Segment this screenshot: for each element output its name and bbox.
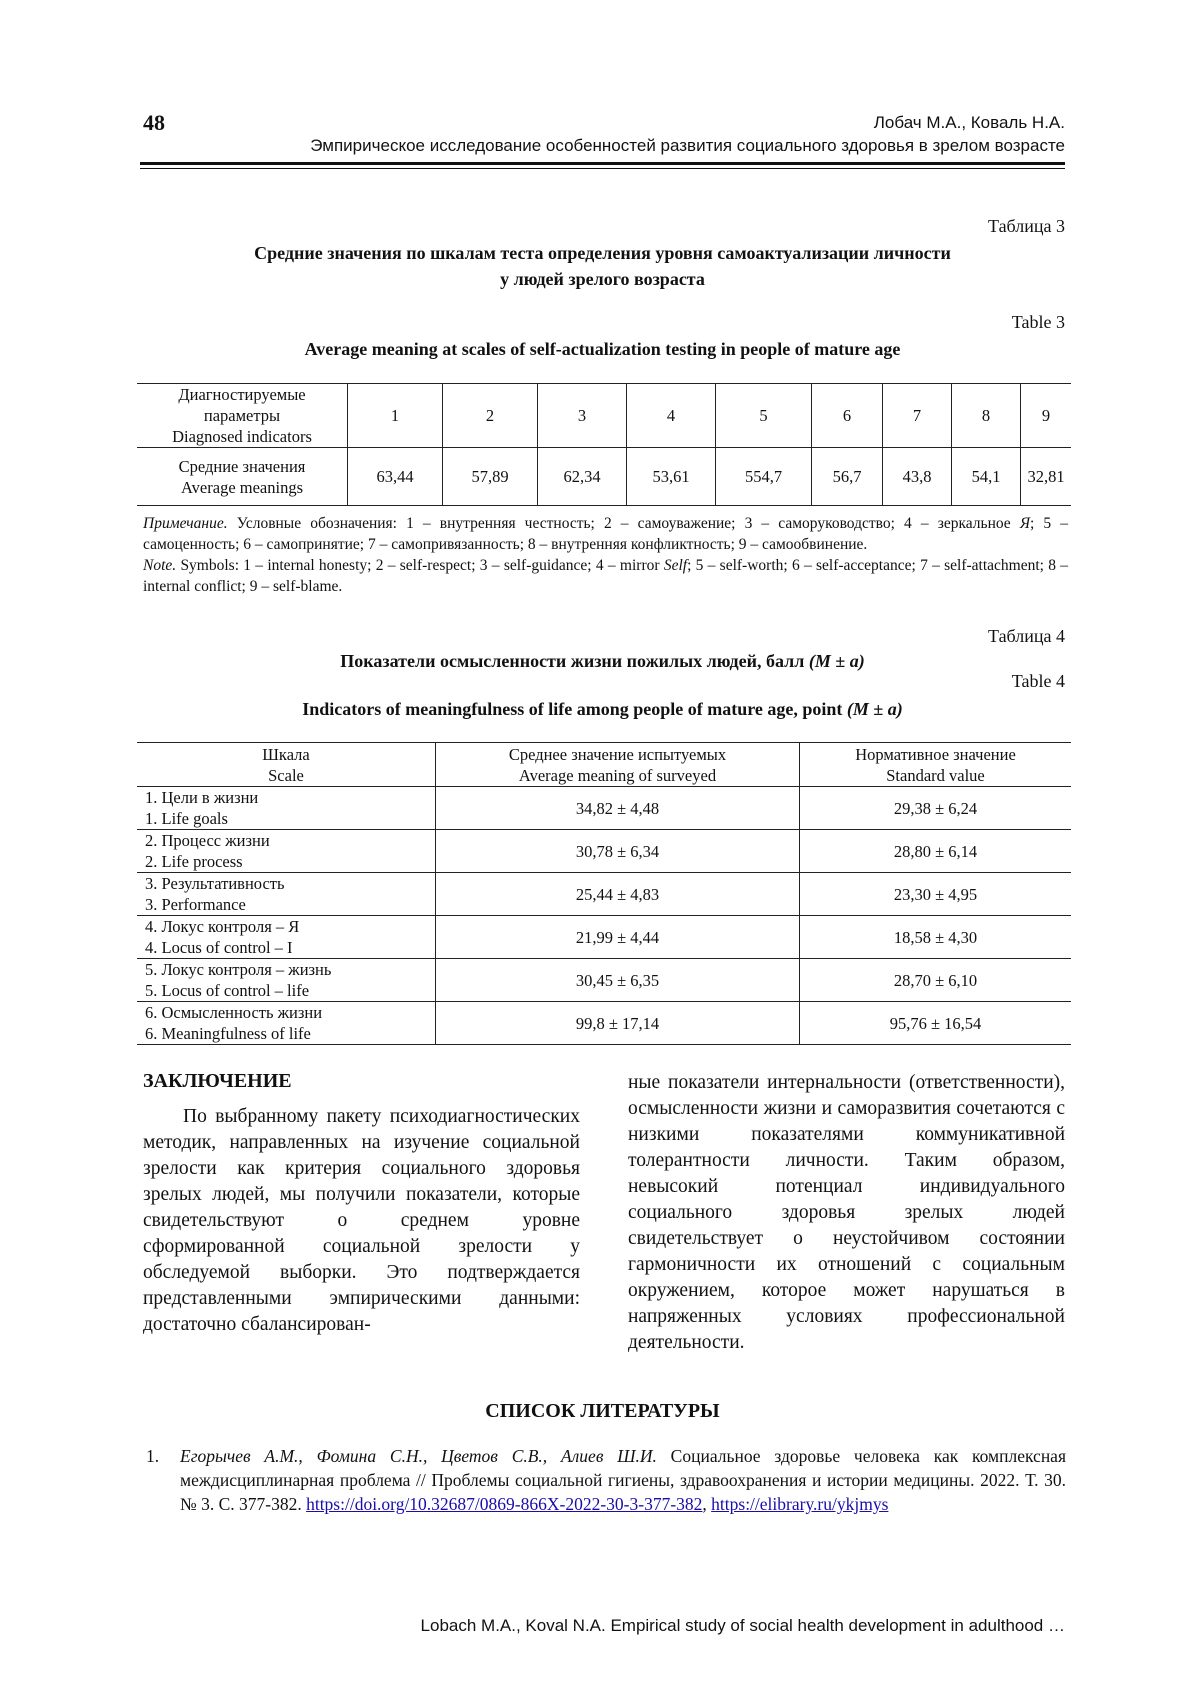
- table3: [137, 383, 1071, 506]
- table3-row-header: [137, 384, 1071, 448]
- table4-mean-cell: 99,8 ± 17,14: [436, 1002, 800, 1045]
- scale-ru: 5. Локус контроля – жизнь: [145, 960, 332, 979]
- note-en-label: Note.: [143, 557, 177, 574]
- conclusion-right-text: ные показатели интернальности (ответственности), осмысленности жизни и саморазвития сочетаются с низкими показателями коммуникативной толерантности личности. Таким образом, невысокий потенциал индивидуального социального здоровья зрелых людей свидетельствует о неустойчивом состоянии гармоничности их отношений с социальным окружением, которое может нарушаться в напряженных условиях профессиональной деятельности.: [628, 1072, 1065, 1353]
- table4: [137, 742, 1071, 1045]
- scale-en: 3. Performance: [145, 895, 246, 914]
- table4-header-scale-en: Scale: [268, 765, 304, 785]
- table4-norm-cell: 18,58 ± 4,30: [800, 916, 1072, 959]
- note-ru-text2: ; 5 – самоценность; 6 – самопринятие; 7 – самопривязанность; 8 – внутренняя конфликтность; 9 – самообвинение.: [143, 515, 1069, 553]
- table3-note: [143, 513, 1068, 597]
- table3-note-en: [143, 555, 1068, 597]
- table4-norm-cell: 28,80 ± 6,14: [800, 830, 1072, 873]
- scale-ru: 6. Осмысленность жизни: [145, 1003, 323, 1022]
- scale-ru: 4. Локус контроля – Я: [145, 917, 300, 936]
- table3-col-9: 9: [1021, 384, 1072, 448]
- table3-value-5: 554,7: [716, 448, 812, 506]
- table3-col-7: 7: [883, 384, 952, 448]
- table-row: [137, 1002, 1071, 1045]
- reference-doi-link[interactable]: https://doi.org/10.32687/0869-866X-2022-30-3-377-382: [306, 1494, 703, 1514]
- note-en-self: Self: [663, 557, 688, 574]
- table3-value-3: 62,34: [538, 448, 627, 506]
- conclusion-right-column: [628, 1070, 1065, 1356]
- header-rule-thin: [140, 168, 1065, 169]
- scale-en: 4. Locus of control – I: [145, 938, 293, 957]
- table3-caption-ru: [140, 240, 1065, 292]
- reference-number: 1.: [146, 1446, 160, 1466]
- table4-caption-en-formula: (M ± a): [846, 699, 903, 719]
- table4-scale-cell: [137, 916, 436, 959]
- header-rule-thick: [140, 162, 1065, 165]
- table4-header-scale: [137, 743, 436, 787]
- table3-row-values: [137, 448, 1071, 506]
- scale-ru: 3. Результативность: [145, 874, 285, 893]
- table3-label-ru: Таблица 3: [988, 216, 1065, 236]
- table4-label-en: Table 4: [1011, 671, 1065, 691]
- table4-header-mean: [436, 743, 800, 787]
- scale-en: 2. Life process: [145, 852, 243, 871]
- reference-text: Социальное здоровье человека как комплексная междисциплинарная проблема // Проблемы социальной гигиены, здравоохранения и истории медицины. 2022. Т. 30. № 3. С. 377-382.: [180, 1446, 1066, 1514]
- table3-value-4: 53,61: [627, 448, 716, 506]
- note-en-text: Symbols: 1 – internal honesty; 2 – self-respect; 3 – self-guidance; 4 – mirror: [180, 557, 660, 574]
- note-ru-text: Условные обозначения: 1 – внутренняя честность; 2 – самоуважение; 3 – саморуководство; 4 – зеркальное: [236, 515, 1011, 532]
- table3-col-8: 8: [952, 384, 1021, 448]
- table-row: [137, 873, 1071, 916]
- table4-scale-cell: [137, 830, 436, 873]
- table4-norm-cell: 29,38 ± 6,24: [800, 787, 1072, 830]
- note-ru-label: Примечание.: [143, 515, 228, 532]
- table3-label-en: Table 3: [1011, 312, 1065, 332]
- table4-header-mean-en: Average meaning of surveyed: [518, 765, 717, 785]
- reference-elibrary-link[interactable]: https://elibrary.ru/ykjmys: [711, 1494, 889, 1514]
- scale-en: 5. Locus of control – life: [145, 981, 310, 1000]
- scale-en: 6. Meaningfulness of life: [145, 1024, 311, 1043]
- reference-body: [180, 1444, 1066, 1516]
- table3-row-head-cell: [137, 384, 348, 448]
- conclusion-left-column: [143, 1068, 580, 1338]
- scale-en: 1. Life goals: [145, 809, 228, 828]
- running-head-title: Эмпирическое исследование особенностей развития социального здоровья в зрелом возрасте: [310, 136, 1065, 155]
- table4-norm-cell: 28,70 ± 6,10: [800, 959, 1072, 1002]
- table-row: [137, 830, 1071, 873]
- table4-mean-cell: 34,82 ± 4,48: [436, 787, 800, 830]
- reference-sep: ,: [702, 1494, 712, 1514]
- table3-value-8: 54,1: [952, 448, 1021, 506]
- table4-mean-cell: 30,78 ± 6,34: [436, 830, 800, 873]
- table4-scale-cell: [137, 873, 436, 916]
- table4-header-norm-ru: Нормативное значение: [855, 744, 1016, 764]
- note-ru-self: Я: [1019, 515, 1030, 532]
- table3-value-1: 63,44: [348, 448, 443, 506]
- table3-note-ru: [143, 513, 1068, 555]
- table-row: [137, 916, 1071, 959]
- table3-col-4: 4: [627, 384, 716, 448]
- table4-header-scale-ru: Шкала: [262, 744, 310, 764]
- note-en-text2: ; 5 – self-worth; 6 – self-acceptance; 7 – self-attachment; 8 – internal conflict; 9 – self-blame.: [143, 557, 1069, 595]
- table4-label-ru: Таблица 4: [988, 626, 1065, 646]
- table3-col-3: 3: [538, 384, 627, 448]
- table4-mean-cell: 25,44 ± 4,83: [436, 873, 800, 916]
- scale-ru: 1. Цели в жизни: [145, 788, 259, 807]
- table3-col-6: 6: [812, 384, 883, 448]
- reference-authors: Егорычев А.М., Фомина С.Н., Цветов С.В., Алиев Ш.И.: [180, 1446, 657, 1466]
- table4-scale-cell: [137, 1002, 436, 1045]
- table3-row-head-line2: параметры: [203, 406, 281, 425]
- table4-caption-ru-formula: (M ± a): [808, 651, 865, 671]
- table3-col-5: 5: [716, 384, 812, 448]
- table3-values-head-line2: Average meanings: [180, 477, 304, 497]
- table3-values-head-line1: Средние значения: [178, 456, 306, 476]
- running-head-authors: Лобач М.А., Коваль Н.А.: [873, 113, 1065, 132]
- scale-ru: 2. Процесс жизни: [145, 831, 270, 850]
- page-number: 48: [143, 110, 165, 135]
- table4-scale-cell: [137, 959, 436, 1002]
- table3-row-head-line3: Diagnosed indicators: [172, 427, 312, 446]
- table3-row-head-line1: Диагностируемые: [178, 385, 306, 404]
- table4-caption-en-text: Indicators of meaningfulness of life among people of mature age, point: [302, 699, 843, 719]
- table4-header-norm-en: Standard value: [886, 765, 985, 785]
- table4-header-mean-ru: Среднее значение испытуемых: [508, 744, 727, 764]
- table-row: [137, 959, 1071, 1002]
- table4-norm-cell: 95,76 ± 16,54: [800, 1002, 1072, 1045]
- table3-values-head-cell: [137, 448, 348, 506]
- table4-caption-ru-text: Показатели осмысленности жизни пожилых людей, балл: [340, 651, 805, 671]
- table3-value-9: 32,81: [1021, 448, 1072, 506]
- table4-scale-cell: [137, 787, 436, 830]
- conclusion-left-text: По выбранному пакету психодиагностических методик, направленных на изучение социальной зрелости как критерия социального здоровья зрелых людей, мы получили показатели, которые свидетельствуют о среднем уровне сформированной социальной зрелости у обследуемой выборки. Это подтверждается представленными эмпирическими данными: достаточно сбалансирован-: [143, 1106, 580, 1335]
- table4-caption-en: [140, 696, 1065, 722]
- references-heading: СПИСОК ЛИТЕРАТУРЫ: [485, 1400, 720, 1422]
- table3-value-7: 43,8: [883, 448, 952, 506]
- table3-caption-ru-line1: Средние значения по шкалам теста определения уровня самоактуализации личности: [254, 243, 951, 263]
- table-row: [137, 787, 1071, 830]
- running-footer: Lobach M.A., Koval N.A. Empirical study of social health development in adulthood …: [420, 1616, 1065, 1635]
- table3-value-2: 57,89: [443, 448, 538, 506]
- table3-caption-ru-line2: у людей зрелого возраста: [500, 269, 705, 289]
- reference-item: [146, 1444, 1066, 1516]
- table4-header-row: [137, 743, 1071, 787]
- table3-col-2: 2: [443, 384, 538, 448]
- table3-caption-en: Average meaning at scales of self-actualization testing in people of mature age: [304, 339, 901, 359]
- table4-mean-cell: 30,45 ± 6,35: [436, 959, 800, 1002]
- conclusion-heading: ЗАКЛЮЧЕНИЕ: [143, 1070, 292, 1092]
- table3-col-1: 1: [348, 384, 443, 448]
- table4-caption-ru: [140, 648, 1065, 674]
- table4-norm-cell: 23,30 ± 4,95: [800, 873, 1072, 916]
- table3-value-6: 56,7: [812, 448, 883, 506]
- table4-mean-cell: 21,99 ± 4,44: [436, 916, 800, 959]
- table4-header-norm: [800, 743, 1072, 787]
